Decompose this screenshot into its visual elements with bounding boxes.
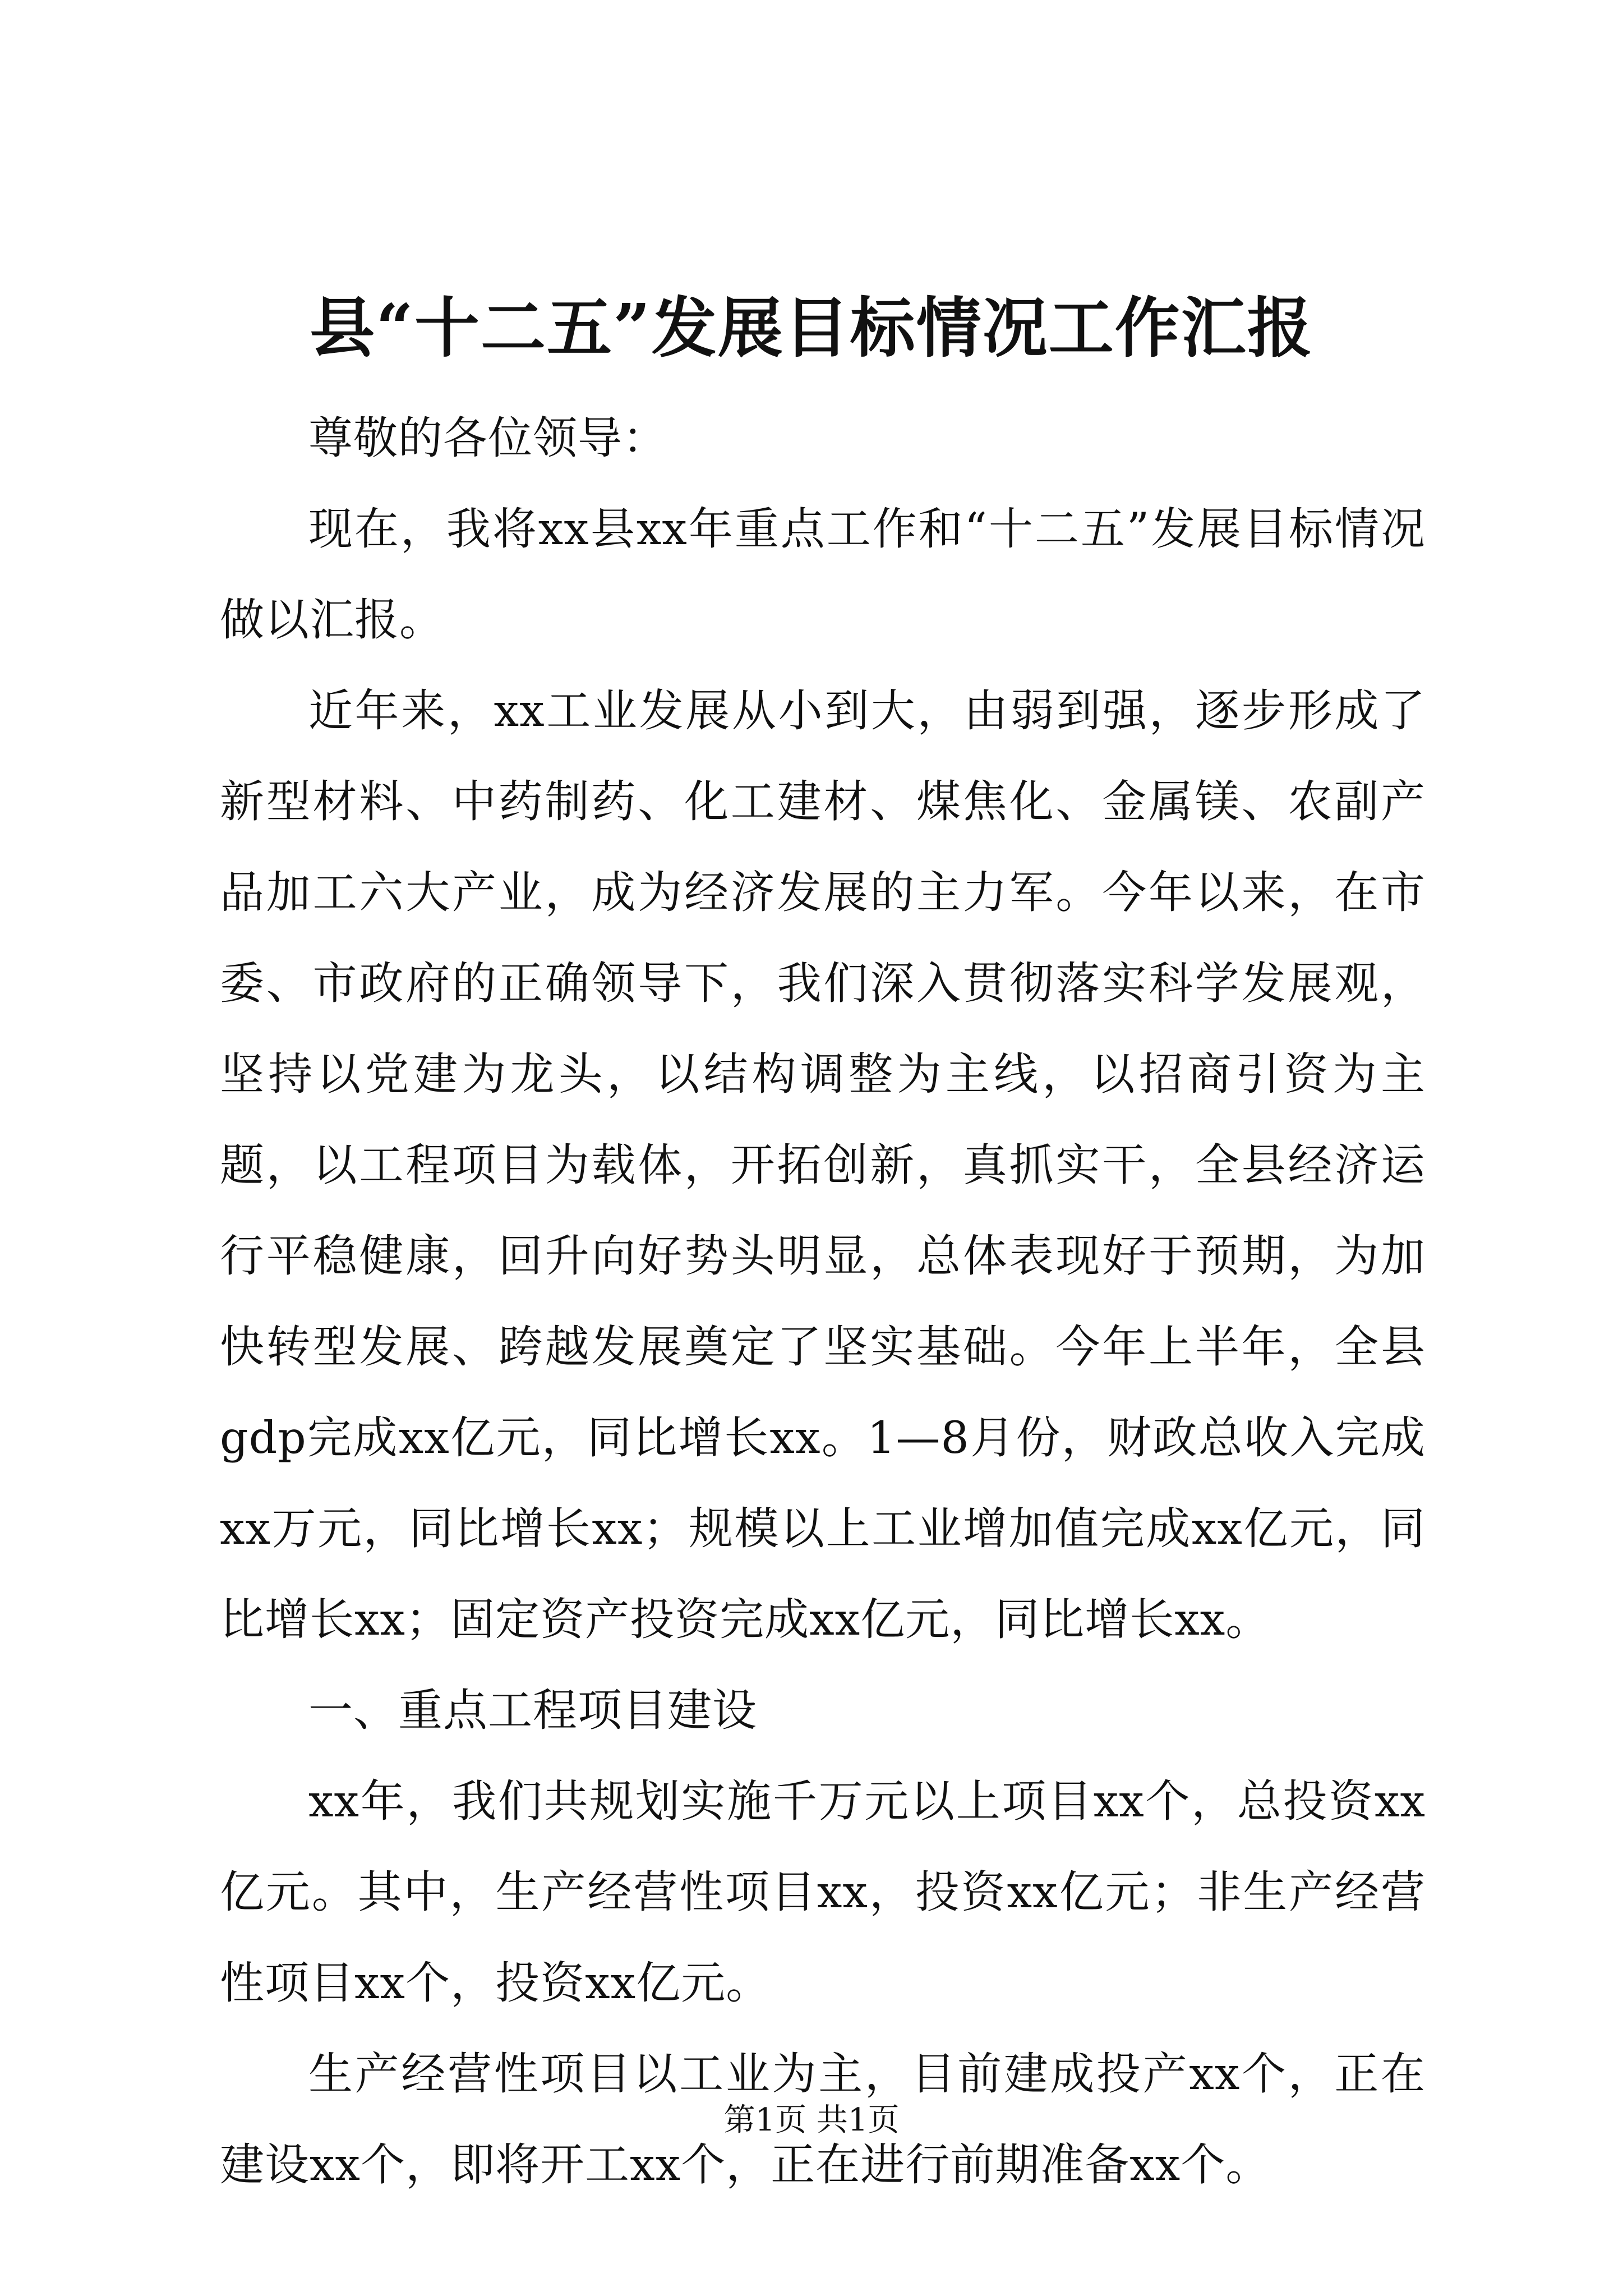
industry-overview-paragraph: 近年来，xx工业发展从小到大，由弱到强，逐步形成了新型材料、中药制药、化工建材、煤焦化、金属镁、农副产品加工六大产业，成为经济发展的主力军。今年以来，在市委、市政府的正确领导下，我们深入贯彻落实科学发展观，坚持以党建为龙头，以结构调整为主线，以招商引资为主题，以工程项目为载体，开拓创新，真抓实干，全县经济运行平稳健康，回升向好势头明显，总体表现好于预期，为加快转型发展、跨越发展奠定了坚实基础。今年上半年，全县gdp完成xx亿元，同比增长xx。1—8月份，财政总收入完成xx万元，同比增长xx；规模以上工业增加值完成xx亿元，同比增长xx；固定资产投资完成xx亿元，同比增长xx。 [220, 685, 1426, 1645]
intro-paragraph: 现在，我将xx县xx年重点工作和“十二五”发展目标情况做以汇报。 [220, 503, 1426, 646]
document-title: 县“十二五”发展目标情况工作汇报 [310, 290, 1313, 366]
page-footer: 第1页 共1页 [723, 2102, 900, 2138]
salutation-paragraph: 尊敬的各位领导： [308, 412, 667, 464]
document-body [220, 393, 1426, 2210]
project-summary-paragraph: xx年，我们共规划实施千万元以上项目xx个，总投资xx亿元。其中，生产经营性项目xx，投资xx亿元；非生产经营性项目xx个，投资xx亿元。 [220, 1775, 1426, 2009]
production-projects-paragraph: 生产经营性项目以工业为主，目前建成投产xx个，正在建设xx个，即将开工xx个，正在进行前期准备xx个。 [220, 2048, 1426, 2191]
section-heading: 一、重点工程项目建设 [308, 1685, 757, 1736]
